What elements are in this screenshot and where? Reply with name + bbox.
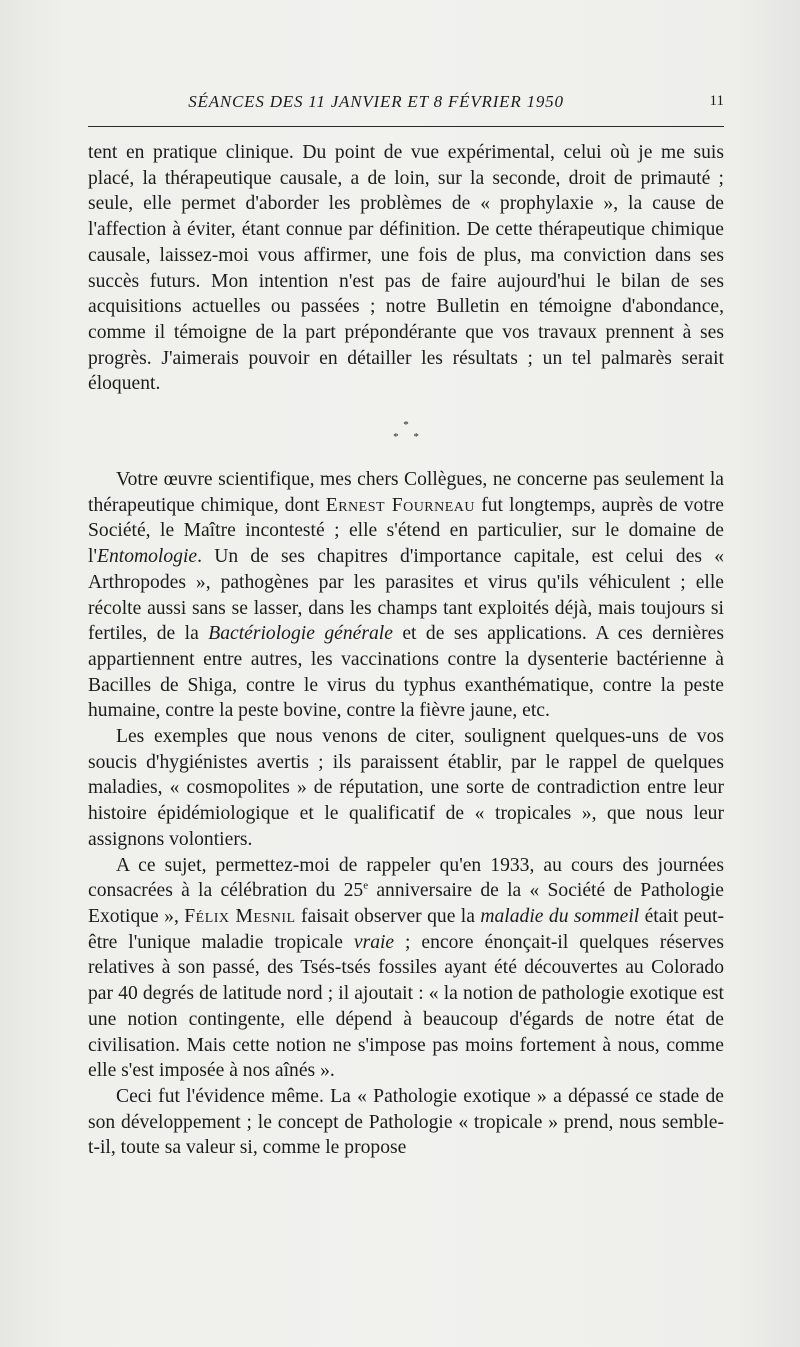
paragraph-2-text-d: et de ses applications. A ces dernières appartiennent entre autres, les vaccinations contre la dysenterie bactérienne à Bacilles de Shiga, contre le virus du typhus exanthématique, contre la peste humaine, contre la peste bovine, contre la fièvre jaune, etc. [88, 623, 724, 722]
paragraph-4 [88, 853, 724, 1084]
paragraph-2-text-c: . Un de ses chapitres d'importance capitale, est celui des « Arthropodes », pathogènes par les parasites et virus qu'ils véhiculent ; elle récolte aussi sans se lasser, dans les champs tant exploités déjà, mais toujours si fertiles, de la [88, 546, 724, 645]
paragraph-4-text-e: ; encore énonçait-il quelques réserves relatives à son passé, des Tsés-tsés fossiles ayant été découvertes au Colorado par 40 degrés de latitude nord ; il ajoutait : « la notion de pathologie exotique est une notion contingente, elle dépend à beaucoup d'égards de notre état de civilisation. Mais cette notion ne s'impose pas moins fortement à nous, comme elle s'est imposée à nos aînés ». [88, 931, 724, 1082]
section-separator-asterism [88, 397, 724, 467]
asterism-top: * [403, 419, 409, 432]
author-name-fourneau: Ernest Fourneau [325, 494, 476, 516]
emphasis-entomologie: Entomologie [96, 546, 198, 568]
emphasis-maladie-du-sommeil: maladie du sommeil [480, 905, 640, 927]
paragraph-1: tent en pratique clinique. Du point de vue expérimental, celui où je me suis placé, la thérapeutique causale, a de loin, sur la seconde, droit de primauté ; seule, elle permet d'aborder les problèmes de « prophylaxie », la cause de l'affection à éviter, étant connue par définition. De cette thérapeutique chimique causale, laissez-moi vous affirmer, une fois de plus, ma conviction dans ses succès futurs. Mon intention n'est pas de faire aujourd'hui le bilan de ses acquisitions actuelles ou passées ; notre Bulletin en témoigne d'abondance, comme il témoigne de la part prépondérante que vos travaux prennent à ses progrès. J'aimerais pouvoir en détailler les résultats ; un tel palmarès serait éloquent. [88, 142, 724, 395]
emphasis-bacteriologie: Bactériologie générale [208, 623, 393, 645]
paragraph-2 [88, 467, 724, 724]
paragraph-4-text-d: était peut-être l'unique maladie tropicale [88, 905, 725, 953]
paragraph-2-text-a: Votre œuvre scientifique, mes chers Collègues, ne concerne pas seulement la thérapeutique chimique, dont [88, 469, 724, 516]
header-rule [88, 126, 724, 127]
page-number: 11 [709, 93, 724, 109]
superscript-e: e [363, 879, 369, 892]
emphasis-vraie: vraie [353, 931, 395, 953]
asterism-bottom: * * [393, 431, 425, 444]
paragraph-5: Ceci fut l'évidence même. La « Pathologie exotique » a dépassé ce stade de son développement ; le concept de Pathologie « tropicale » prend, nous semble-t-il, toute sa valeur si, comme le propose [88, 1085, 724, 1159]
paragraph-3: Les exemples que nous venons de citer, soulignent quelques-uns de vos soucis d'hygiénistes avertis ; ils paraissent établir, par le rappel de quelques maladies, « cosmopolites » de réputation, une sorte de contradiction entre leur histoire épidémiologique et le qualificatif de « tropicales », que nous leur assignons volontiers. [88, 726, 724, 850]
paragraph-4-text-b: anniversaire de la « Société de Pathologie Exotique », [88, 880, 724, 927]
running-head: SÉANCES DES 11 JANVIER ET 8 FÉVRIER 1950 [188, 92, 564, 111]
paragraph-4-text-a: A ce sujet, permettez-moi de rappeler qu'en 1933, au cours des journées consacrées à la célébration du 25 [88, 854, 724, 902]
author-name-mesnil: Félix Mesnil [184, 905, 296, 927]
paragraph-4-text-c: faisait observer que la [295, 905, 481, 927]
page-body [88, 140, 724, 1161]
page-header [88, 92, 724, 122]
paragraph-2-text-b: fut longtemps, auprès de votre Société, le Maître incontesté ; elle s'étend en particulier, sur le domaine de l' [88, 494, 725, 568]
